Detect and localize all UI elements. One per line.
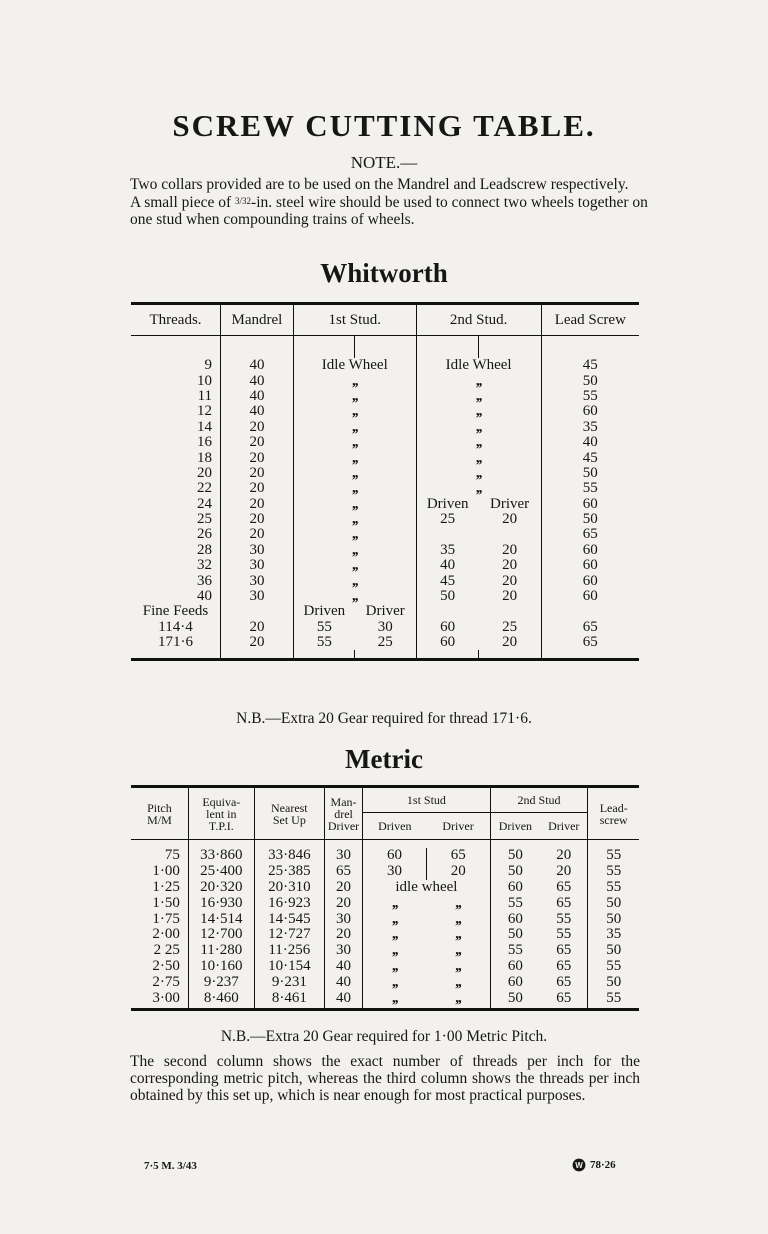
second-stud-driver-cell: 20 — [502, 511, 518, 528]
mandrel-cell: 20 — [221, 420, 294, 435]
mandrel-cell: 20 — [221, 620, 294, 635]
nearest-cell: 9·231 — [254, 974, 324, 990]
mandrel-cell: 20 — [221, 512, 294, 527]
spacer-cell — [363, 1006, 427, 1010]
first-stud-driver-cell: 25 — [377, 634, 393, 651]
second-stud-cell: ,, — [416, 420, 541, 435]
spacer-cell — [131, 336, 221, 359]
second-stud-cell: ,, — [416, 466, 541, 481]
mandrel-cell: 20 — [324, 880, 362, 896]
threads-cell: 11 — [197, 387, 213, 404]
spacer-cell — [540, 1006, 588, 1010]
header-second-stud: 2nd Stud — [490, 787, 588, 813]
note-line-2-end: -in. steel wire should be used to connect two wheels together on one stud when compounding trains of wheels. — [130, 194, 648, 228]
header-nearest: Nearest Set Up — [254, 787, 324, 840]
header-s1-driver: Driver — [426, 813, 490, 840]
header-second-stud: 2nd Stud. — [416, 304, 541, 336]
mandrel-cell — [221, 604, 294, 619]
nearest-cell: 14·545 — [254, 911, 324, 927]
mandrel-cell: 20 — [221, 527, 294, 542]
table-row — [131, 512, 639, 527]
spacer-cell — [416, 336, 478, 359]
header-first-stud: 1st Stud. — [293, 304, 416, 336]
second-stud-driven-cell: 60 — [416, 635, 478, 650]
table-row — [131, 420, 639, 435]
spacer-cell — [588, 1006, 639, 1010]
first-stud-driven-cell: ,, — [363, 959, 427, 975]
first-stud-cell: ,, — [293, 481, 416, 496]
first-stud-driver-cell: 30 — [377, 618, 393, 635]
second-stud-driven-cell: 55 — [490, 895, 540, 911]
second-stud-driver-cell: 65 — [556, 894, 572, 911]
equivalent-cell: 11·280 — [188, 943, 254, 959]
first-stud-cell: ,, — [293, 589, 416, 604]
equivalent-cell: 9·237 — [188, 974, 254, 990]
mandrel-cell: 40 — [221, 404, 294, 419]
first-stud-cell: ,, — [293, 558, 416, 573]
mandrel-cell: 30 — [221, 558, 294, 573]
second-stud-driven-cell: 60 — [490, 974, 540, 990]
table-row — [131, 373, 639, 388]
first-stud-cell: ,, — [293, 373, 416, 388]
mandrel-cell: 20 — [221, 435, 294, 450]
spacer-cell — [254, 1006, 324, 1010]
second-stud-driver-cell: 55 — [556, 926, 572, 943]
lead-screw-cell: 65 — [541, 527, 639, 542]
second-stud-driven-cell: 60 — [490, 880, 540, 896]
pitch-cell: 75 — [164, 847, 180, 864]
first-stud-driver-cell: ,, — [455, 973, 461, 990]
fine-feeds-row — [131, 604, 639, 619]
first-stud-driven-cell: ,, — [363, 927, 427, 943]
metric-table — [131, 785, 639, 1011]
leadscrew-cell: 50 — [588, 911, 639, 927]
table-row — [131, 864, 639, 880]
leadscrew-cell: 35 — [588, 927, 639, 943]
second-stud-driver-cell: 65 — [556, 989, 572, 1006]
second-stud-driven-cell: 40 — [416, 558, 478, 573]
threads-cell: 32 — [197, 557, 213, 574]
table-row — [131, 404, 639, 419]
pitch-cell: 1·00 — [152, 863, 180, 880]
second-stud-driven-cell: 55 — [490, 943, 540, 959]
footer-number: 78·26 — [590, 1159, 616, 1171]
first-stud-cell: ,, — [293, 420, 416, 435]
first-stud-cell: ,, — [293, 543, 416, 558]
threads-cell: 9 — [204, 357, 213, 374]
whitworth-table — [131, 302, 639, 661]
lead-screw-cell: 50 — [541, 373, 639, 388]
pitch-cell: 3·00 — [152, 989, 180, 1006]
mandrel-cell: 30 — [324, 943, 362, 959]
header-s1-driven: Driven — [363, 813, 427, 840]
svg-text:W: W — [575, 1161, 583, 1170]
leadscrew-cell: 55 — [588, 880, 639, 896]
header-s2-driven: Driven — [490, 813, 540, 840]
lead-screw-cell — [541, 604, 639, 619]
lead-screw-cell: 45 — [541, 358, 639, 373]
whitworth-header-row — [131, 304, 639, 336]
second-stud-cell: Idle Wheel — [416, 358, 541, 373]
lead-screw-cell: 60 — [541, 589, 639, 604]
first-stud-cell: ,, — [293, 389, 416, 404]
pitch-cell: 1·75 — [152, 910, 180, 927]
first-stud-cell: ,, — [293, 573, 416, 588]
spacer-cell — [541, 650, 639, 660]
mandrel-cell: 40 — [221, 358, 294, 373]
equivalent-cell: 8·460 — [188, 990, 254, 1006]
second-stud-driver-cell: 25 — [502, 618, 518, 635]
metric-body — [131, 840, 639, 1010]
mandrel-cell: 20 — [221, 497, 294, 512]
second-stud-driver-cell: 20 — [502, 557, 518, 574]
header-threads: Threads. — [131, 304, 221, 336]
metric-note: N.B.—Extra 20 Gear required for 1·00 Metric Pitch. — [220, 1028, 548, 1045]
lead-screw-cell: 50 — [541, 512, 639, 527]
first-stud-driven-cell: ,, — [363, 943, 427, 959]
threads-cell: 24 — [197, 495, 213, 512]
first-stud-cell: ,, — [293, 450, 416, 465]
table-row — [131, 974, 639, 990]
spacer-cell — [426, 1006, 490, 1010]
first-stud-driver-cell: 20 — [426, 864, 490, 880]
first-stud-driver-cell: 65 — [426, 848, 490, 864]
lead-screw-cell: 65 — [541, 620, 639, 635]
first-stud-driver-cell: ,, — [455, 942, 461, 959]
first-stud-driven-cell: ,, — [363, 911, 427, 927]
mandrel-cell: 20 — [221, 450, 294, 465]
first-stud-driver-cell: ,, — [455, 957, 461, 974]
leadscrew-cell: 55 — [588, 959, 639, 975]
header-mandrel-driver: Man- drel Driver — [324, 787, 362, 840]
lead-screw-cell: 60 — [541, 497, 639, 512]
lead-screw-cell: 40 — [541, 435, 639, 450]
lead-screw-cell: 60 — [541, 573, 639, 588]
first-stud-driver-cell: ,, — [455, 926, 461, 943]
second-stud-driver-cell: 20 — [556, 847, 572, 864]
second-stud-driver-cell: 20 — [556, 863, 572, 880]
second-stud-driver-cell: 65 — [556, 878, 572, 895]
union-label-icon — [572, 1158, 586, 1172]
table-spacer — [131, 336, 639, 359]
spacer-cell — [324, 1006, 362, 1010]
pitch-cell: 2·75 — [152, 973, 180, 990]
footer-ref — [572, 1158, 616, 1172]
threads-cell: 28 — [197, 541, 213, 558]
threads-cell: 36 — [197, 572, 213, 589]
fine-feeds-label: Fine Feeds — [142, 603, 209, 620]
second-stud-driven-cell: 25 — [416, 512, 478, 527]
second-stud-driver-cell: 65 — [556, 973, 572, 990]
threads-cell: 40 — [197, 588, 213, 605]
first-stud-driver-cell: ,, — [455, 910, 461, 927]
table-row — [131, 466, 639, 481]
second-stud-driver-cell: 20 — [502, 588, 518, 605]
second-stud-cell: ,, — [416, 450, 541, 465]
explanation-paragraph: The second column shows the exact number of threads per inch for the corresponding metric pitch, whereas the third column shows the threads per inch obtained by this set up, which is near enough for most practical purposes. — [130, 1053, 640, 1104]
table-row — [131, 450, 639, 465]
header-first-stud: 1st Stud — [363, 787, 491, 813]
table-row — [131, 527, 639, 542]
nearest-cell: 11·256 — [254, 943, 324, 959]
pitch-cell: 1·50 — [152, 894, 180, 911]
equivalent-cell: 14·514 — [188, 911, 254, 927]
mandrel-cell: 40 — [324, 990, 362, 1006]
second-stud-cell: ,, — [416, 404, 541, 419]
pitch-cell: 2·00 — [152, 926, 180, 943]
table-row — [131, 358, 639, 373]
leadscrew-cell: 55 — [588, 848, 639, 864]
second-stud-cell: ,, — [416, 481, 541, 496]
lead-screw-cell: 55 — [541, 389, 639, 404]
pitch-cell: 2 25 — [153, 942, 180, 959]
threads-cell: 12 — [197, 403, 213, 420]
second-stud-driver-cell: Driver — [490, 495, 530, 512]
table-row — [131, 620, 639, 635]
first-stud-cell: ,, — [293, 497, 416, 512]
table-row — [131, 911, 639, 927]
leadscrew-cell: 55 — [588, 990, 639, 1006]
spacer-cell — [355, 650, 416, 660]
mandrel-cell: 40 — [221, 373, 294, 388]
threads-cell: 25 — [197, 511, 213, 528]
header-lead-screw: Lead Screw — [541, 304, 639, 336]
mandrel-cell: 30 — [324, 848, 362, 864]
lead-screw-cell: 45 — [541, 450, 639, 465]
spacer-cell — [293, 336, 354, 359]
first-stud-driver-cell: ,, — [455, 894, 461, 911]
threads-cell: 114·4 — [158, 618, 193, 635]
second-stud-driven-cell: 60 — [416, 620, 478, 635]
second-stud-driven-cell: 50 — [416, 589, 478, 604]
first-stud-cell: idle wheel — [363, 880, 491, 896]
first-stud-driver-cell: ,, — [455, 989, 461, 1006]
second-stud-cell — [416, 604, 541, 619]
whitworth-body — [131, 336, 639, 660]
second-stud-cell: ,, — [416, 389, 541, 404]
threads-cell: 171·6 — [158, 634, 193, 651]
header-equivalent: Equiva- lent in T.P.I. — [188, 787, 254, 840]
table-row — [131, 635, 639, 650]
second-stud-driver-cell: 55 — [556, 910, 572, 927]
first-stud-driven-cell: ,, — [363, 974, 427, 990]
first-stud-driven-cell: 30 — [363, 864, 427, 880]
first-stud-driven-cell: ,, — [363, 990, 427, 1006]
table-row — [131, 848, 639, 864]
second-stud-driver-cell: 20 — [502, 634, 518, 651]
second-stud-driven-cell: 60 — [490, 959, 540, 975]
equivalent-cell: 16·930 — [188, 895, 254, 911]
table-row — [131, 497, 639, 512]
mandrel-cell: 20 — [324, 895, 362, 911]
spacer-cell — [416, 650, 478, 660]
mandrel-cell: 30 — [221, 589, 294, 604]
spacer-cell — [221, 650, 294, 660]
second-stud-driven-cell: 60 — [490, 911, 540, 927]
nearest-cell: 12·727 — [254, 927, 324, 943]
second-stud-driven-cell: 50 — [490, 848, 540, 864]
threads-cell: 10 — [197, 372, 213, 389]
second-stud-driven-cell: 50 — [490, 864, 540, 880]
whitworth-note: N.B.—Extra 20 Gear required for thread 171·6. — [236, 710, 532, 727]
leadscrew-cell: 55 — [588, 864, 639, 880]
second-stud-driven-cell: 45 — [416, 573, 478, 588]
threads-cell: 26 — [197, 526, 213, 543]
table-row — [131, 959, 639, 975]
table-row — [131, 990, 639, 1006]
second-stud-driver-cell: 65 — [556, 957, 572, 974]
nearest-cell: 20·310 — [254, 880, 324, 896]
whitworth-heading: Whitworth — [320, 258, 448, 288]
spacer-cell — [541, 336, 639, 359]
mandrel-cell: 20 — [324, 927, 362, 943]
equivalent-cell: 25·400 — [188, 864, 254, 880]
nearest-cell: 25·385 — [254, 864, 324, 880]
table-row — [131, 573, 639, 588]
leadscrew-cell: 50 — [588, 943, 639, 959]
header-pitch: Pitch M/M — [131, 787, 188, 840]
note-line-1: Two collars provided are to be used on the Mandrel and Leadscrew respectively. — [130, 176, 629, 193]
first-stud-driven-label: Driven — [293, 604, 354, 619]
mandrel-cell: 65 — [324, 864, 362, 880]
header-mandrel: Mandrel — [221, 304, 294, 336]
equivalent-cell: 20·320 — [188, 880, 254, 896]
spacer-cell — [221, 336, 294, 359]
spacer-cell — [355, 336, 416, 359]
mandrel-cell: 30 — [221, 543, 294, 558]
note-text — [130, 176, 650, 228]
nearest-cell: 33·846 — [254, 848, 324, 864]
mandrel-cell: 20 — [221, 481, 294, 496]
second-stud-driver-cell: 20 — [502, 541, 518, 558]
nearest-cell: 8·461 — [254, 990, 324, 1006]
threads-cell: 14 — [197, 418, 213, 435]
spacer-cell — [293, 650, 354, 660]
second-stud-cell: ,, — [416, 435, 541, 450]
header-s2-driver: Driver — [540, 813, 588, 840]
lead-screw-cell: 55 — [541, 481, 639, 496]
equivalent-cell: 10·160 — [188, 959, 254, 975]
spacer-cell — [490, 1006, 540, 1010]
mandrel-cell: 40 — [324, 974, 362, 990]
pitch-cell: 2·50 — [152, 957, 180, 974]
second-stud-driven-cell: Driven — [416, 497, 478, 512]
lead-screw-cell: 50 — [541, 466, 639, 481]
threads-cell: 18 — [197, 449, 213, 466]
first-stud-cell: ,, — [293, 404, 416, 419]
fraction: 3/32 — [235, 196, 252, 206]
lead-screw-cell: 35 — [541, 420, 639, 435]
metric-header-row-1 — [131, 787, 639, 813]
table-row — [131, 880, 639, 896]
first-stud-cell: ,, — [293, 435, 416, 450]
leadscrew-cell: 50 — [588, 974, 639, 990]
table-spacer — [131, 1006, 639, 1010]
table-row — [131, 481, 639, 496]
metric-heading: Metric — [345, 744, 423, 774]
equivalent-cell: 12·700 — [188, 927, 254, 943]
first-stud-driver-label: Driver — [365, 603, 405, 620]
mandrel-cell: 20 — [221, 635, 294, 650]
first-stud-driven-cell: 55 — [293, 635, 354, 650]
lead-screw-cell: 60 — [541, 404, 639, 419]
lead-screw-cell: 65 — [541, 635, 639, 650]
second-stud-driver-cell — [479, 527, 541, 542]
table-row — [131, 927, 639, 943]
spacer-cell — [131, 650, 221, 660]
spacer-cell — [188, 1006, 254, 1010]
spacer-cell — [479, 650, 541, 660]
note-label: NOTE.— — [350, 153, 418, 172]
table-row — [131, 543, 639, 558]
first-stud-cell: ,, — [293, 466, 416, 481]
mandrel-cell: 30 — [221, 573, 294, 588]
lead-screw-cell: 60 — [541, 543, 639, 558]
first-stud-cell: Idle Wheel — [293, 358, 416, 373]
table-spacer — [131, 650, 639, 660]
page-title: SCREW CUTTING TABLE. — [172, 108, 596, 143]
print-code: 7·5 M. 3/43 — [144, 1160, 197, 1172]
nearest-cell: 10·154 — [254, 959, 324, 975]
table-row — [131, 589, 639, 604]
table-row — [131, 943, 639, 959]
first-stud-driven-cell: 55 — [293, 620, 354, 635]
lead-screw-cell: 60 — [541, 558, 639, 573]
equivalent-cell: 33·860 — [188, 848, 254, 864]
threads-cell: 20 — [197, 464, 213, 481]
table-row — [131, 895, 639, 911]
second-stud-driver-cell: 20 — [502, 572, 518, 589]
spacer-cell — [131, 1006, 188, 1010]
mandrel-cell: 30 — [324, 911, 362, 927]
second-stud-driven-cell: 35 — [416, 543, 478, 558]
table-row — [131, 389, 639, 404]
mandrel-cell: 20 — [221, 466, 294, 481]
table-row — [131, 435, 639, 450]
mandrel-cell: 40 — [221, 389, 294, 404]
second-stud-cell: ,, — [416, 373, 541, 388]
second-stud-driver-cell: 65 — [556, 942, 572, 959]
first-stud-driven-cell: ,, — [363, 895, 427, 911]
header-leadscrew: Lead- screw — [588, 787, 639, 840]
first-stud-cell: ,, — [293, 527, 416, 542]
note-line-2-start: A small piece of — [130, 194, 236, 211]
second-stud-driven-cell — [416, 527, 478, 542]
table-row — [131, 558, 639, 573]
first-stud-cell: ,, — [293, 512, 416, 527]
pitch-cell: 1·25 — [152, 878, 180, 895]
mandrel-cell: 40 — [324, 959, 362, 975]
threads-cell: 16 — [197, 434, 213, 451]
spacer-cell — [479, 336, 541, 359]
first-stud-driven-cell: 60 — [363, 848, 427, 864]
leadscrew-cell: 50 — [588, 895, 639, 911]
second-stud-driven-cell: 50 — [490, 990, 540, 1006]
threads-cell: 22 — [197, 480, 213, 497]
second-stud-driven-cell: 50 — [490, 927, 540, 943]
nearest-cell: 16·923 — [254, 895, 324, 911]
note-line-2 — [130, 193, 650, 228]
